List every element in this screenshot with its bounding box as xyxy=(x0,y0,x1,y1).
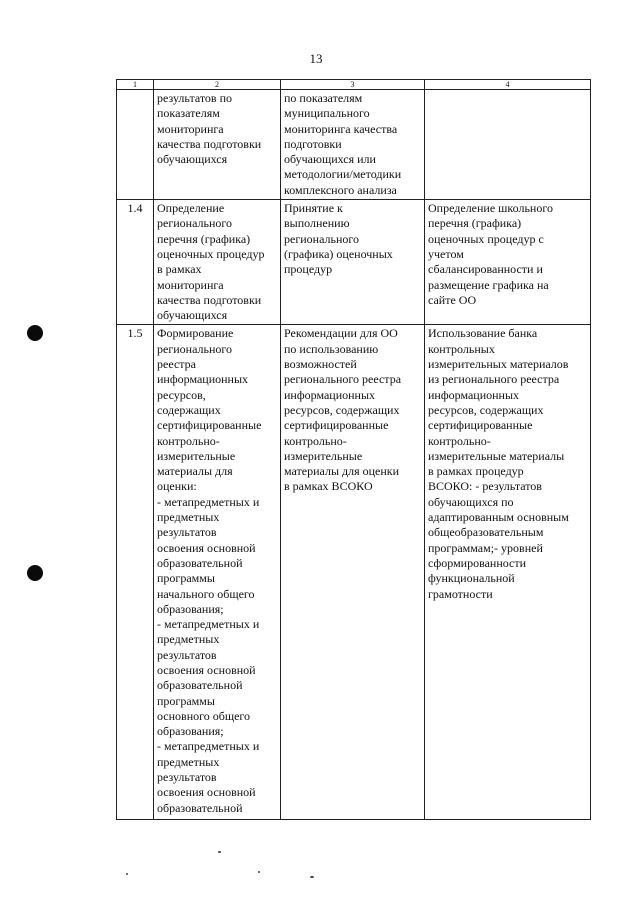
punch-hole-icon xyxy=(27,565,43,581)
punch-hole-icon xyxy=(27,325,43,341)
table-row xyxy=(117,325,591,820)
row-number: 1.5 xyxy=(117,325,154,820)
school-action-cell xyxy=(425,90,591,200)
row-number xyxy=(117,90,154,200)
table-header-row xyxy=(117,80,591,90)
municipal-action-cell: Принятие к выполнению регионального (графика) оценочных процедур xyxy=(281,200,425,325)
column-number-3: 3 xyxy=(281,80,425,90)
column-number-1: 1 xyxy=(117,80,154,90)
municipal-action-cell: по показателям муниципального мониторинга качества подготовки обучающихся или методологии/методики комплексного анализа xyxy=(281,90,425,200)
scan-speck xyxy=(218,851,221,853)
scan-speck xyxy=(310,876,314,878)
column-number-4: 4 xyxy=(425,80,591,90)
activity-cell: Определение регионального перечня (графика) оценочных процедур в рамках мониторинга качества подготовки обучающихся xyxy=(154,200,281,325)
table-row xyxy=(117,200,591,325)
page-number: 13 xyxy=(309,51,323,66)
row-number: 1.4 xyxy=(117,200,154,325)
activity-cell: Формирование регионального реестра информационных ресурсов, содержащих сертифицированные контрольно- измерительные материалы для оценки: - метапредметных и предметных результатов освоения основной образовательной программы начального общего образования; - метапредметных и предметных результатов освоения основной образовательной программы основного общего образования; - метапредметных и предметных результатов освоения основной образовательной xyxy=(154,325,281,820)
municipal-action-cell: Рекомендации для ОО по использованию возможностей регионального реестра информационных ресурсов, содержащих сертифицированные контрольно- измерительные материалы для оценки в рамках ВСОКО xyxy=(281,325,425,820)
school-action-cell: Определение школьного перечня (графика) оценочных процедур с учетом сбалансированности и размещение графика на сайте ОО xyxy=(425,200,591,325)
scan-speck xyxy=(258,871,260,873)
table-row xyxy=(117,90,591,200)
scan-speck xyxy=(126,873,128,875)
activity-cell: результатов по показателям мониторинга качества подготовки обучающихся xyxy=(154,90,281,200)
school-action-cell: Использование банка контрольных измерительных материалов из регионального реестра информационных ресурсов, содержащих сертифицированные контрольно- измерительные материалы в рамках процедур ВСОКО: - результатов обучающихся по адаптированным основным общеобразовательным программам;- уровней сформированности функциональной грамотности xyxy=(425,325,591,820)
column-number-2: 2 xyxy=(154,80,281,90)
monitoring-table xyxy=(116,79,591,820)
